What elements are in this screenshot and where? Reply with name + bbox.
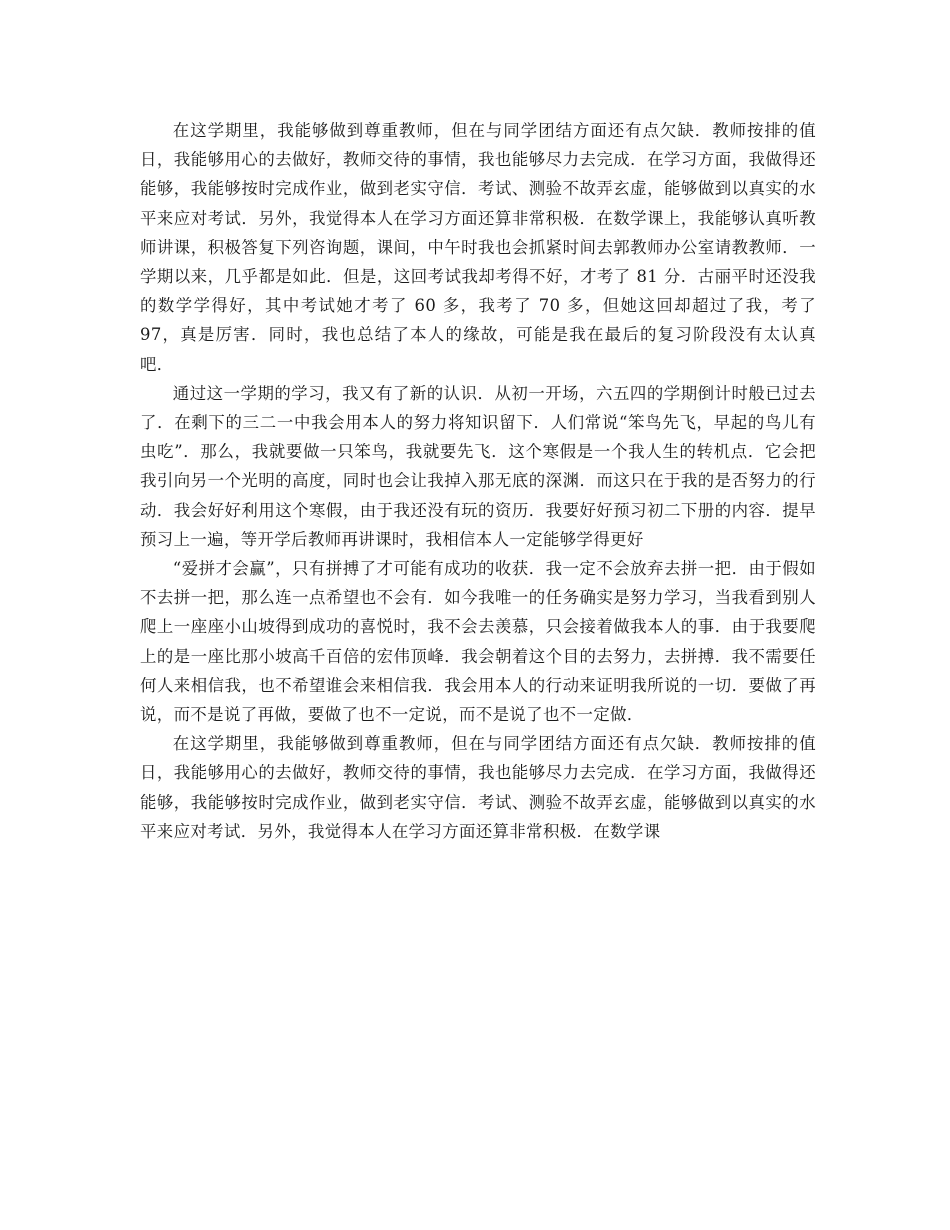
paragraph-2: 通过这一学期的学习，我又有了新的认识．从初一开场，六五四的学期倒计时般已过去了．在剩下的三二一中我会用本人的努力将知识留下．人们常说“笨鸟先飞，早起的鸟儿有虫吃”．那么，我就要做一只笨鸟，我就要先飞．这个寒假是一个我人生的转机点．它会把我引向另一个光明的高度，同时也会让我掉入那无底的深渊．而这只在于我的是否努力的行动．我会好好利用这个寒假，由于我还没有玩的资历．我要好好预习初二下册的内容．提早预习上一遍，等开学后教师再讲课时，我相信本人一定能够学得更好 bbox=[140, 383, 816, 549]
paragraph-4: 在这学期里，我能够做到尊重教师，但在与同学团结方面还有点欠缺．教师按排的值日，我能够用心的去做好，教师交待的事情，我也能够尽力去完成．在学习方面，我做得还能够，我能够按时完成作业，做到老实守信．考试、测验不故弄玄虚，能够做到以真实的水平来应对考试．另外，我觉得本人在学习方面还算非常积极．在数学课 bbox=[140, 734, 816, 841]
paragraph-3: “爱拼才会赢”，只有拼搏了才可能有成功的收获．我一定不会放弃去拼一把．由于假如不去拼一把，那么连一点希望也不会有．如今我唯一的任务确实是努力学习，当我看到别人爬上一座座小山坡得到成功的喜悦时，我不会去羡慕，只会接着做我本人的事．由于我要爬上的是一座比那小坡高千百倍的宏伟顶峰．我会朝着这个目的去努力，去拼搏．我不需要任何人来相信我，也不希望谁会来相信我．我会用本人的行动来证明我所说的一切．要做了再说，而不是说了再做，要做了也不一定说，而不是说了也不一定做． bbox=[140, 559, 816, 725]
paragraph-1: 在这学期里，我能够做到尊重教师，但在与同学团结方面还有点欠缺．教师按排的值日，我能够用心的去做好，教师交待的事情，我也能够尽力去完成．在学习方面，我做得还能够，我能够按时完成作业，做到老实守信．考试、测验不故弄玄虚，能够做到以真实的水平来应对考试．另外，我觉得本人在学习方面还算非常积极．在数学课上，我能够认真听教师讲课，积极答复下列咨询题，课间，中午时我也会抓紧时间去郭教师办公室请教教师．一学期以来，几乎都是如此．但是，这回考试我却考得不好，才考了 81 分．古丽平时还没我的数学学得好，其中考试她才考了 60 多，我考了 70 多，但她这回却超过了我，考了 97，真是厉害．同时，我也总结了本人的缘故，可能是我在最后的复习阶段没有太认真吧． bbox=[140, 121, 816, 374]
document-page bbox=[140, 116, 816, 846]
